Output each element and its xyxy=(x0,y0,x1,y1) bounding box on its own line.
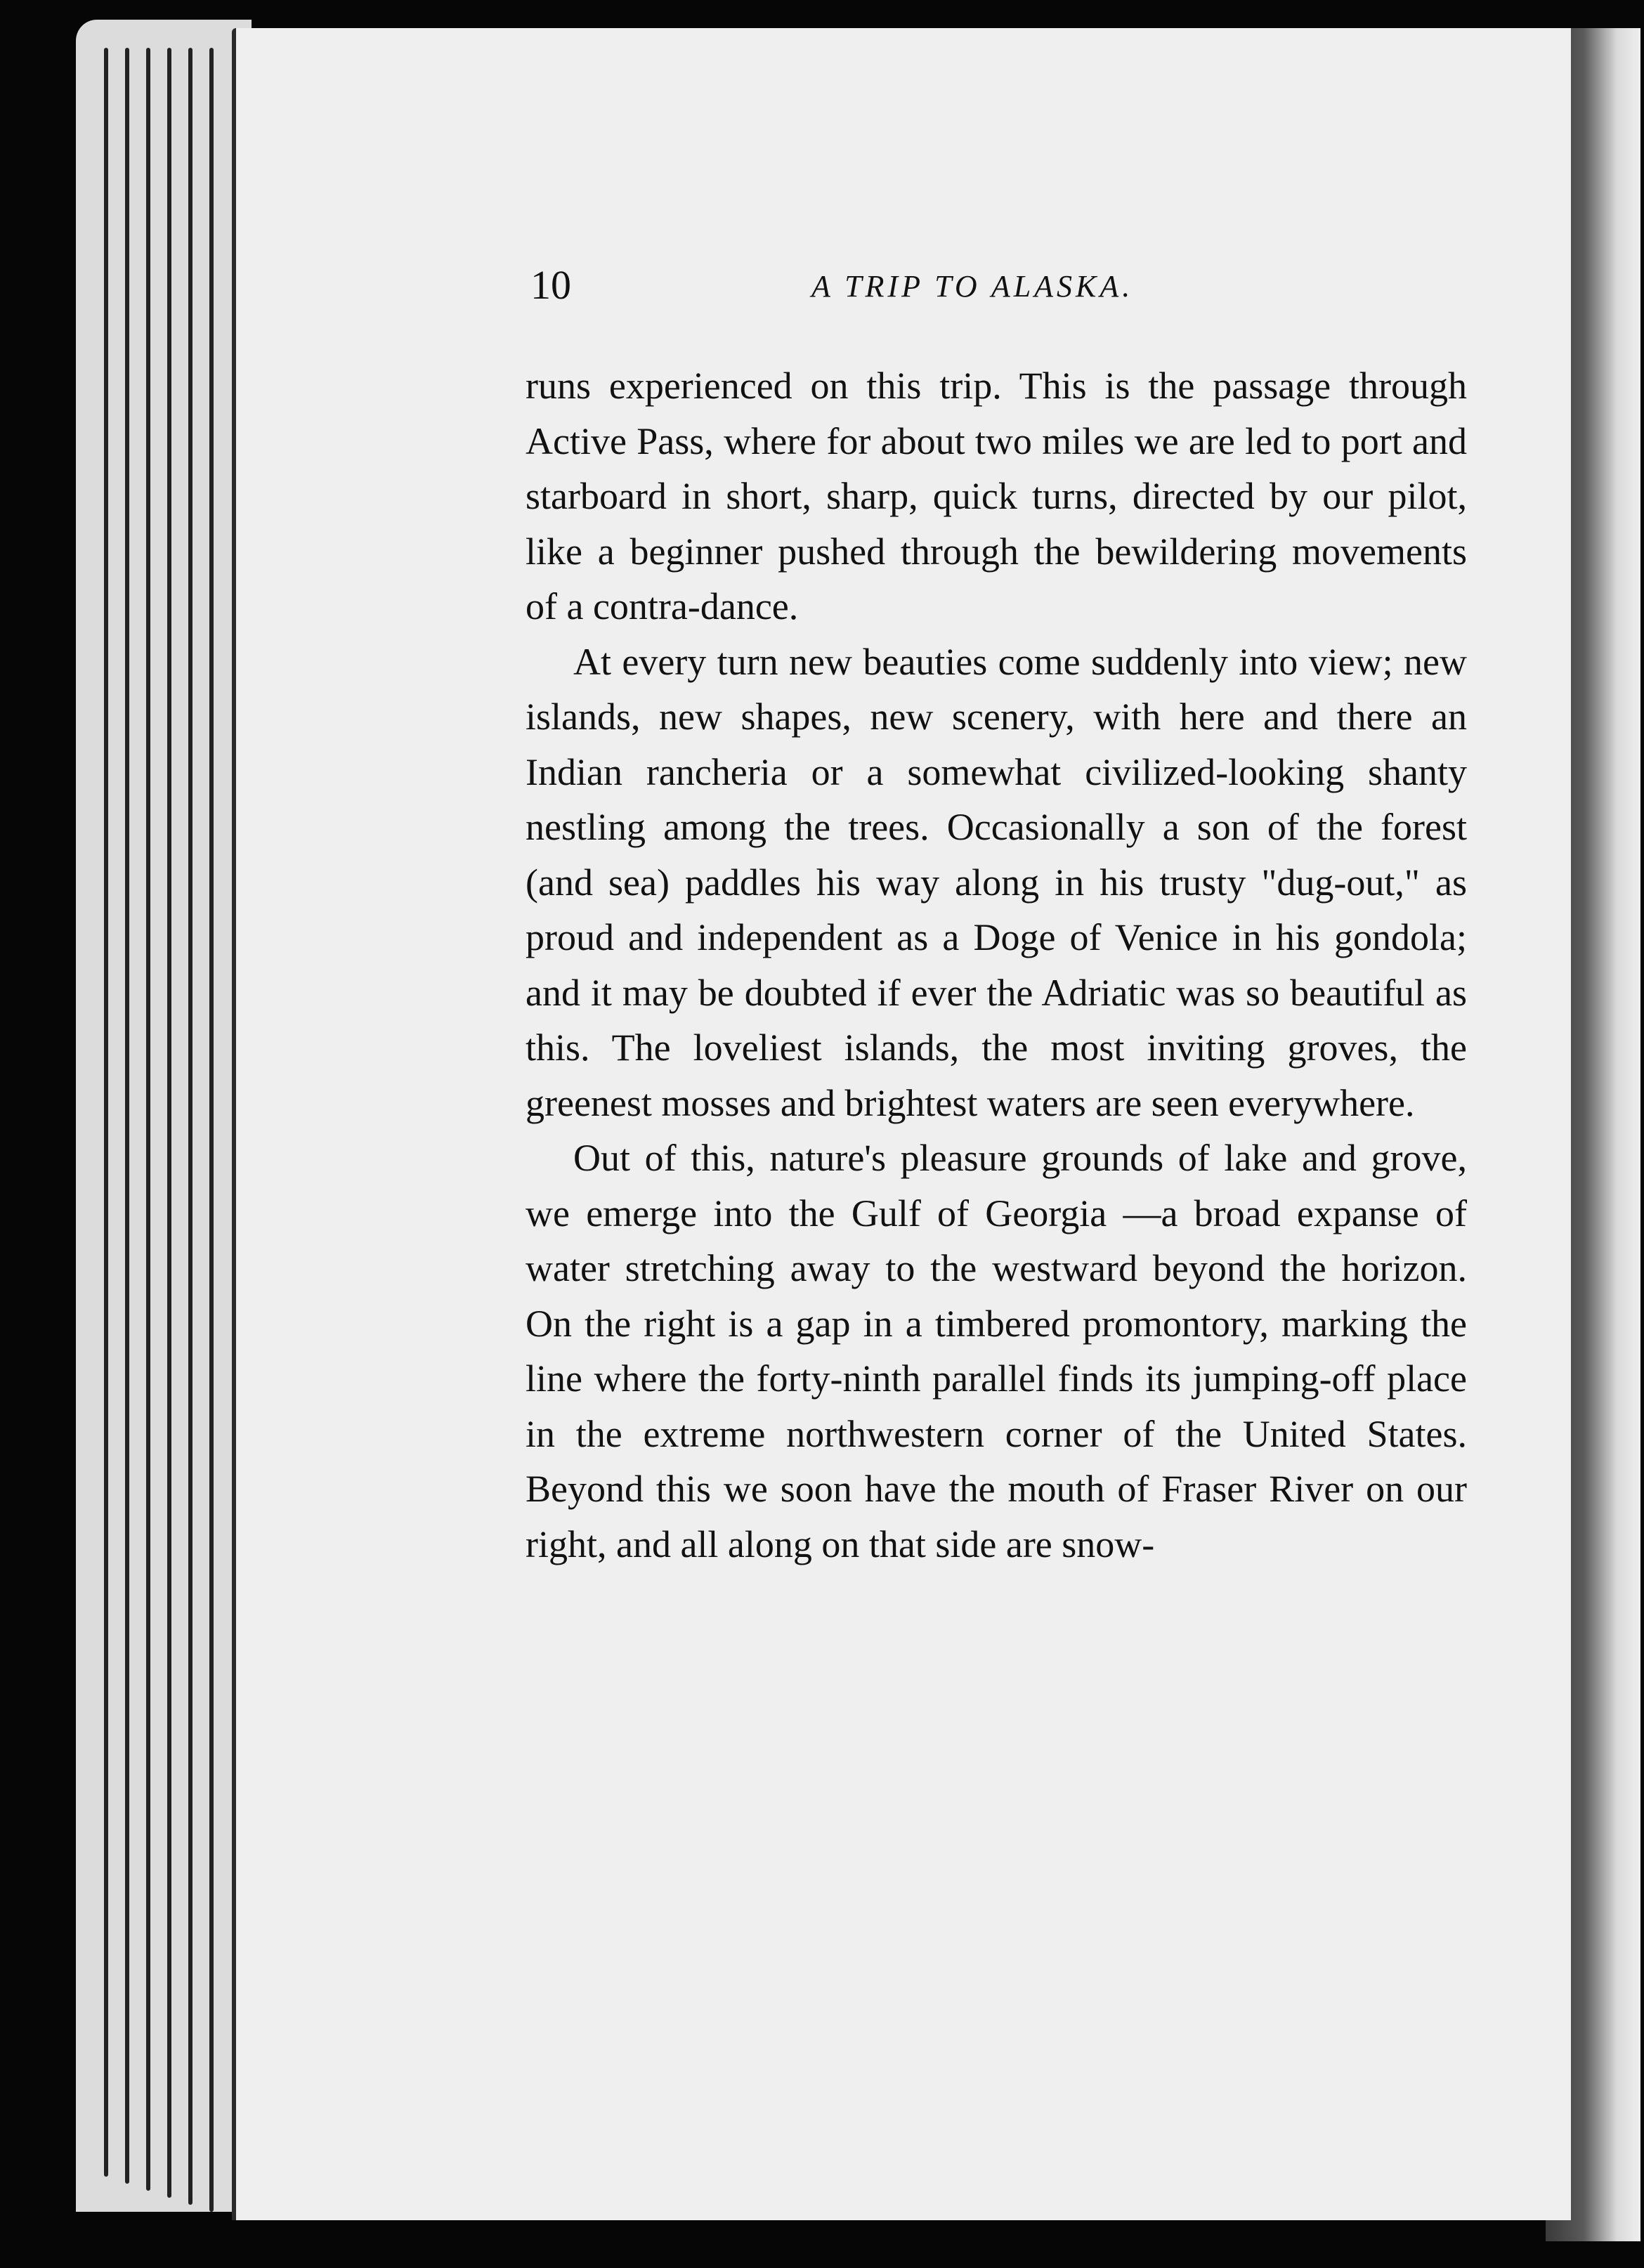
page-number: 10 xyxy=(530,262,571,308)
page-edge-line xyxy=(209,48,214,2212)
page-header xyxy=(0,226,1644,311)
body-text xyxy=(526,358,1467,1572)
page-edge-line xyxy=(188,48,193,2205)
page-edge-line xyxy=(167,48,171,2198)
running-head: A TRIP TO ALASKA. xyxy=(811,269,1134,304)
page-edge-line xyxy=(104,48,108,2177)
page-edge-line xyxy=(125,48,129,2184)
paragraph: Out of this, nature's pleasure grounds of lake and grove, we emerge into the Gulf of Georgia —a broad expanse of water stretching away to the westward beyond the horizon. On the right is a gap in a timbered promontory, marking the line where the forty-ninth parallel finds its jumping-off place in the extreme northwestern corner of the United States. Beyond this we soon have the mouth of Fraser River on our right, and all along on that side are snow- xyxy=(526,1137,1467,1565)
paragraph: At every turn new beauties come suddenly into view; new islands, new shapes, new scenery, with here and there an Indian rancheria or a somewhat civilized-looking shanty nestling among the trees. Occasionally a son of the forest (and sea) paddles his way along in his trusty "dug-out," as proud and independent as a Doge of Venice in his gondola; and it may be doubted if ever the Adriatic was so beautiful as this. The loveliest islands, the most inviting groves, the greenest mosses and brightest waters are seen everywhere. xyxy=(526,640,1467,1124)
paragraph: runs experienced on this trip. This is the passage through Active Pass, where for about two miles we are led to port and starboard in short, sharp, quick turns, directed by our pilot, like a beginner pushed through the bewildering movements of a contra-dance. xyxy=(526,365,1467,627)
page-edge-line xyxy=(146,48,150,2191)
stacked-page-edges xyxy=(76,20,252,2212)
